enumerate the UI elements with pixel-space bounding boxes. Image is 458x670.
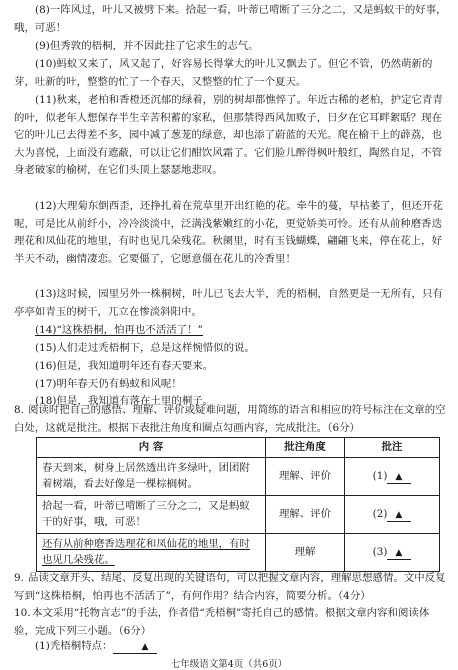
- table-header-note: 批注: [345, 438, 440, 458]
- question-9-text: 品读文章开头、结尾、反复出现的关键语句，可以把握文章内容，理解思想感情。文中反复写到“这株梧桐，怕再也不活活了”，有何作用？结合内容，简要分析。（4分）: [14, 572, 446, 602]
- row-3-answer-blank[interactable]: [387, 546, 411, 560]
- triangle-icon: ▲: [141, 642, 150, 652]
- triangle-icon: ▲: [395, 471, 404, 482]
- question-8: [14, 402, 450, 437]
- annotation-table: [36, 437, 440, 572]
- paragraph-8: (8)一阵风过，叶儿又被劈下来。拾起一看，叶蒂已啃断了三分之二，又是蚂蚁干的好事，哦，可恶！: [14, 4, 447, 34]
- page-footer: 七年级语文第4页（共6页）: [170, 659, 288, 670]
- paragraph-15: (15)人们走过秃梧桐下，总是这样惋惜似的说。: [35, 342, 255, 354]
- question-8-number: 8.: [14, 404, 25, 416]
- question-10-text: 本文采用“托物言志”的手法，作者借“秃梧桐”寄托自己的感情。根据文章内容和阅读体验，完成下列三小题。（6分）: [14, 607, 430, 637]
- question-10-1: [14, 638, 450, 656]
- question-9: [14, 570, 450, 605]
- row-2-note[interactable]: [345, 495, 440, 533]
- row-1-angle: 理解、评价: [266, 457, 345, 495]
- row-3-note-number: (3): [372, 545, 388, 558]
- paragraph-9: (9)但秀敦的梧桐，并不因此拄了它求生的志气。: [35, 40, 259, 52]
- row-1-content-text: 春天到来，树身上居然透出许多绿叶，团团附着树端，看去好像是一棵棕榈树。: [42, 461, 250, 490]
- paragraph-10: (10)蚂蚁又来了，风又起了，好容易长得掌大的叶儿又飘去了。但它不管，仍然萌新的芽，吐新的叶，整整的忙了一个春天，又整整的忙了一个夏天。: [14, 58, 433, 88]
- paragraph-13: (13)这时候，园里另外一株桐树，叶儿已飞去大半，秃的梧桐，自然更是一无所有，只有亭亭如青玉的树干，兀立在惨淡斜阳中。: [14, 288, 443, 318]
- question-9-number: 9.: [14, 572, 25, 584]
- row-3-content-text: 还有从前种磨香迭理花和凤仙花的地里，有时也见几朵残花。: [42, 537, 250, 566]
- table-row: [37, 533, 440, 571]
- triangle-icon: ▲: [395, 509, 404, 520]
- question-10-1-answer-blank[interactable]: [113, 640, 158, 654]
- paragraph-14-underlined: (14)“这株梧桐，怕再也不活活了！”: [35, 324, 203, 336]
- row-2-answer-blank[interactable]: [387, 508, 411, 522]
- paragraph-18: (18)但是，我知道有落在土里的桐子。: [35, 395, 214, 407]
- table-row: [37, 495, 440, 533]
- paragraph-17: (17)明年春天仍有蚂蚁和风呢！: [35, 378, 182, 390]
- table-header-content: 内 容: [37, 438, 266, 458]
- question-10-1-label: (1)秃梧桐特点：: [35, 640, 113, 652]
- row-1-note-number: (1): [372, 469, 388, 482]
- triangle-icon: ▲: [395, 547, 404, 558]
- row-2-content: 拾起一看，叶蒂已啃断了三分之二，又是蚂蚁干的好事，哦，可恶！: [37, 495, 266, 533]
- row-1-answer-blank[interactable]: [387, 470, 411, 484]
- row-1-note[interactable]: [345, 457, 440, 495]
- question-10-number: 10.: [14, 607, 31, 619]
- table-header-angle: 批注角度: [266, 438, 345, 458]
- row-2-note-number: (2): [372, 507, 388, 520]
- row-3-note[interactable]: [345, 533, 440, 571]
- row-3-angle: 理解: [266, 533, 345, 571]
- paragraph-16: (16)但是，我知道明年还有春天要来。: [35, 360, 214, 372]
- question-10: [14, 605, 450, 640]
- table-header-row: [37, 438, 440, 458]
- row-3-content: [37, 533, 266, 571]
- question-8-text: 阅读时把自己的感悟、理解、评价或疑难问题，用简练的语言和相应的符号标注在文章的空白处，这就是批注。根据下表批注角度和圈点勾画内容，完成批注。（6分）: [14, 404, 446, 434]
- paragraph-11: (11)秋来，老柏和香橙还沉郁的绿着，别的树却都憔悴了。年近古稀的老柏，护定它青青的叶，似老年人想保存半生辛苦积蓄的家私，但那禁得西风加败子，日夕在它耳畔絮聒？现在它的叶儿已去得差不多，园中减了葱茏的绿意，却也添了蔚蓝的天光。爬在榆干上的薜荔，也大为喜悦，上面没有遮蔽，可以让它们酣饮风霜了。它们脸儿醉得枫叶般红，陶然自足，不管身老破家的榆树，在它们头顶上瑟瑟地悲叹。: [14, 94, 443, 176]
- paragraph-14: [14, 322, 450, 340]
- table-row: [37, 457, 440, 495]
- row-1-content: [37, 457, 266, 495]
- row-2-angle: 理解、评价: [266, 495, 345, 533]
- paragraph-12: (12)大理菊东倒西歪，还挣扎着在荒草里开出红艳的花。牵牛的蔓，早枯萎了，但还开花呢，可是比从前纤小，冷冷淡淡中，泛满浅紫嫩红的小花，更觉娇美可怜。还有从前种磨香迭理花和凤仙花的地里，有时也见几朵残花。秋阑里，时有玉钱蝴蝶，翩翩飞来，停在花上，好半天不动，幽情凄恋。它要僵了，它愿意僵在花儿的冷香里！: [14, 200, 443, 265]
